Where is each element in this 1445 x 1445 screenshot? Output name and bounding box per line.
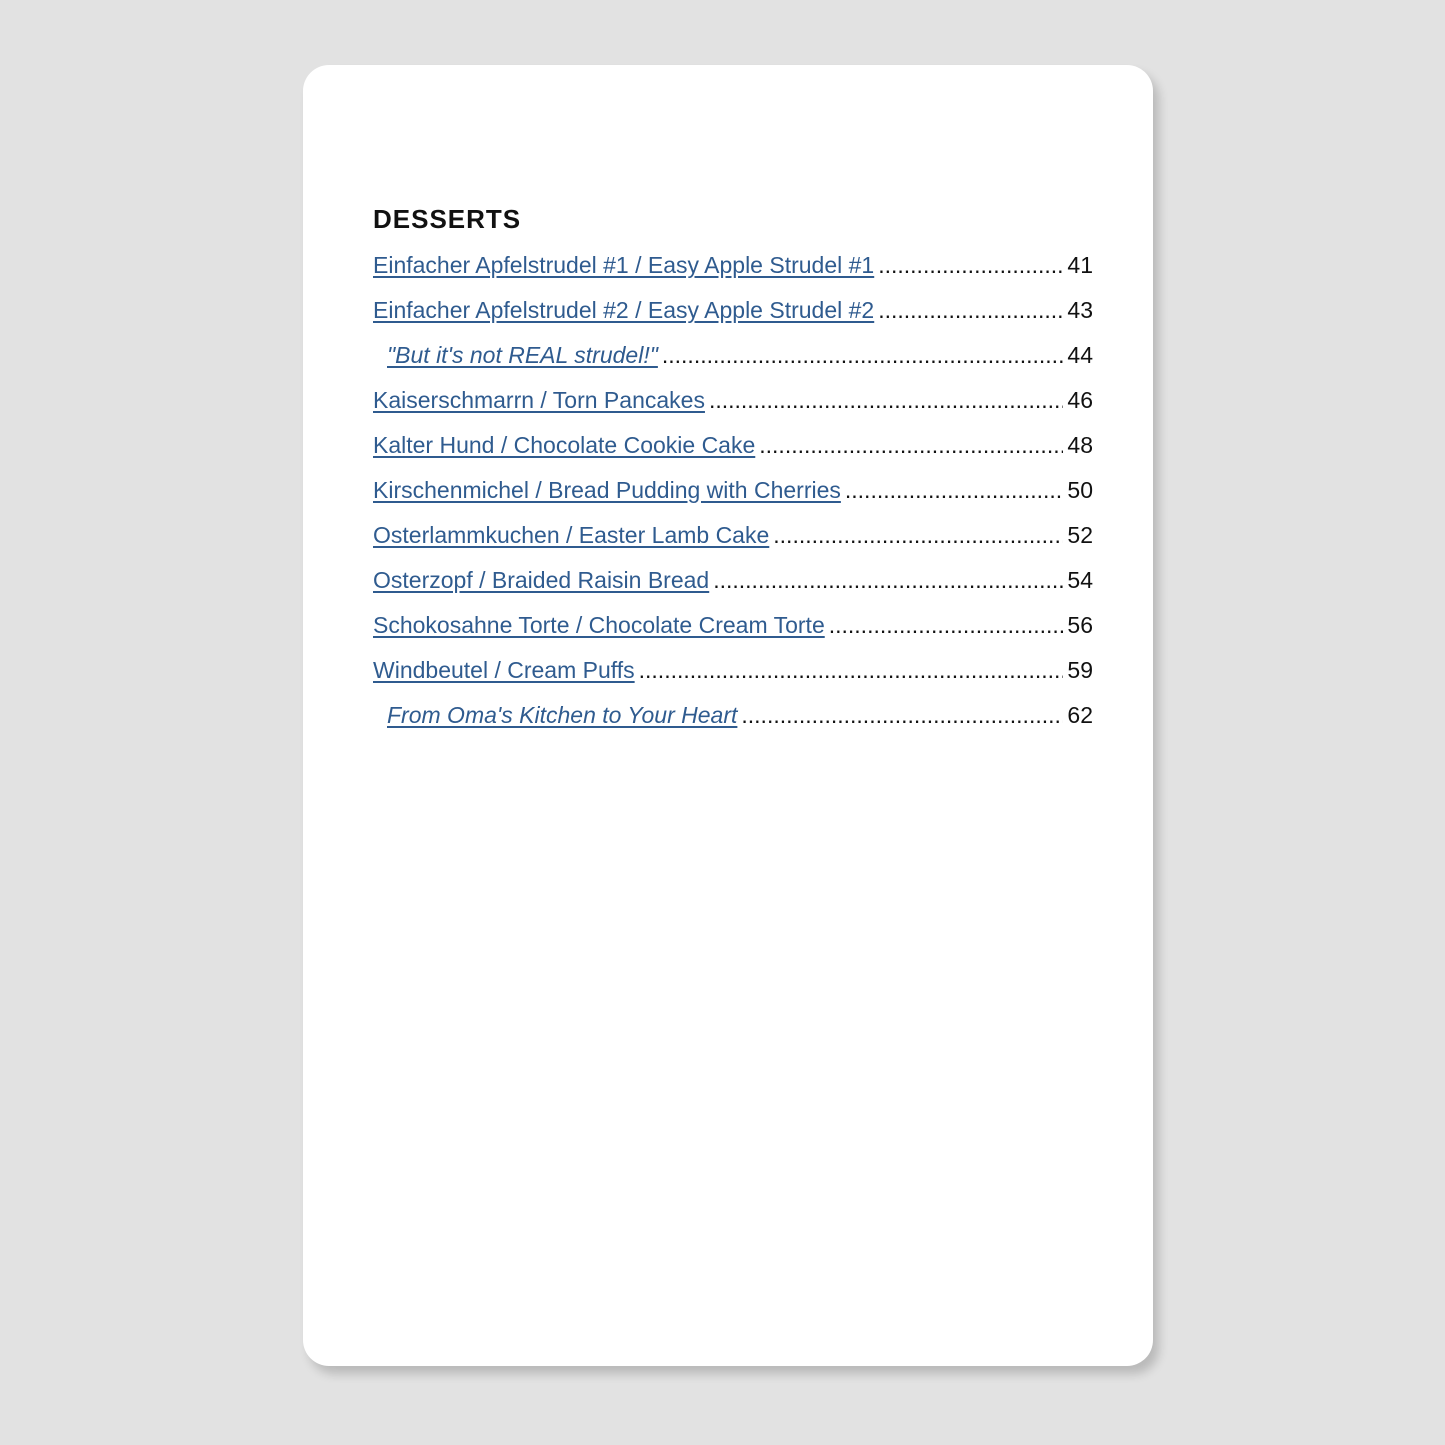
page-number: 41 xyxy=(1067,252,1093,278)
table-of-contents xyxy=(373,201,1093,738)
toc-entry-link[interactable]: "But it's not REAL strudel!" xyxy=(387,342,658,368)
dot-leader xyxy=(713,558,1063,603)
toc-subentry xyxy=(373,333,1093,378)
dot-leader xyxy=(759,423,1063,468)
toc-list xyxy=(373,243,1093,738)
toc-entry xyxy=(373,513,1093,558)
page-number: 54 xyxy=(1067,567,1093,593)
section-heading: DESSERTS xyxy=(373,204,522,234)
page-number: 46 xyxy=(1067,387,1093,413)
dot-leader xyxy=(878,288,1063,333)
toc-entry-link[interactable]: Einfacher Apfelstrudel #2 / Easy Apple Strudel #2 xyxy=(373,297,875,323)
page-number: 44 xyxy=(1067,342,1093,368)
page-number: 62 xyxy=(1067,702,1093,728)
page-number: 52 xyxy=(1067,522,1093,548)
dot-leader xyxy=(709,378,1063,423)
toc-entry-link[interactable]: Kirschenmichel / Bread Pudding with Cherries xyxy=(373,477,841,503)
toc-entry xyxy=(373,243,1093,288)
page-number: 48 xyxy=(1067,432,1093,458)
dot-leader xyxy=(741,693,1063,738)
dot-leader xyxy=(878,243,1063,288)
toc-entry-link[interactable]: Windbeutel / Cream Puffs xyxy=(373,657,635,683)
toc-entry xyxy=(373,603,1093,648)
toc-subentry xyxy=(373,693,1093,738)
toc-entry-link[interactable]: From Oma's Kitchen to Your Heart xyxy=(387,702,738,728)
toc-entry-link[interactable]: Kaiserschmarrn / Torn Pancakes xyxy=(373,387,705,413)
toc-entry-link[interactable]: Kalter Hund / Chocolate Cookie Cake xyxy=(373,432,756,458)
page-number: 56 xyxy=(1067,612,1093,638)
dot-leader xyxy=(639,648,1064,693)
dot-leader xyxy=(662,333,1064,378)
dot-leader xyxy=(773,513,1063,558)
dot-leader xyxy=(845,468,1064,513)
toc-entry-link[interactable]: Osterzopf / Braided Raisin Bread xyxy=(373,567,710,593)
toc-entry xyxy=(373,288,1093,333)
dot-leader xyxy=(829,603,1064,648)
page-number: 50 xyxy=(1067,477,1093,503)
page-number: 59 xyxy=(1067,657,1093,683)
toc-entry-link[interactable]: Osterlammkuchen / Easter Lamb Cake xyxy=(373,522,770,548)
toc-entry-link[interactable]: Schokosahne Torte / Chocolate Cream Torte xyxy=(373,612,825,638)
toc-entry xyxy=(373,558,1093,603)
toc-entry-link[interactable]: Einfacher Apfelstrudel #1 / Easy Apple Strudel #1 xyxy=(373,252,875,278)
toc-entry xyxy=(373,423,1093,468)
document-page xyxy=(303,65,1153,1366)
toc-entry xyxy=(373,648,1093,693)
page-number: 43 xyxy=(1067,297,1093,323)
toc-entry xyxy=(373,378,1093,423)
toc-entry xyxy=(373,468,1093,513)
